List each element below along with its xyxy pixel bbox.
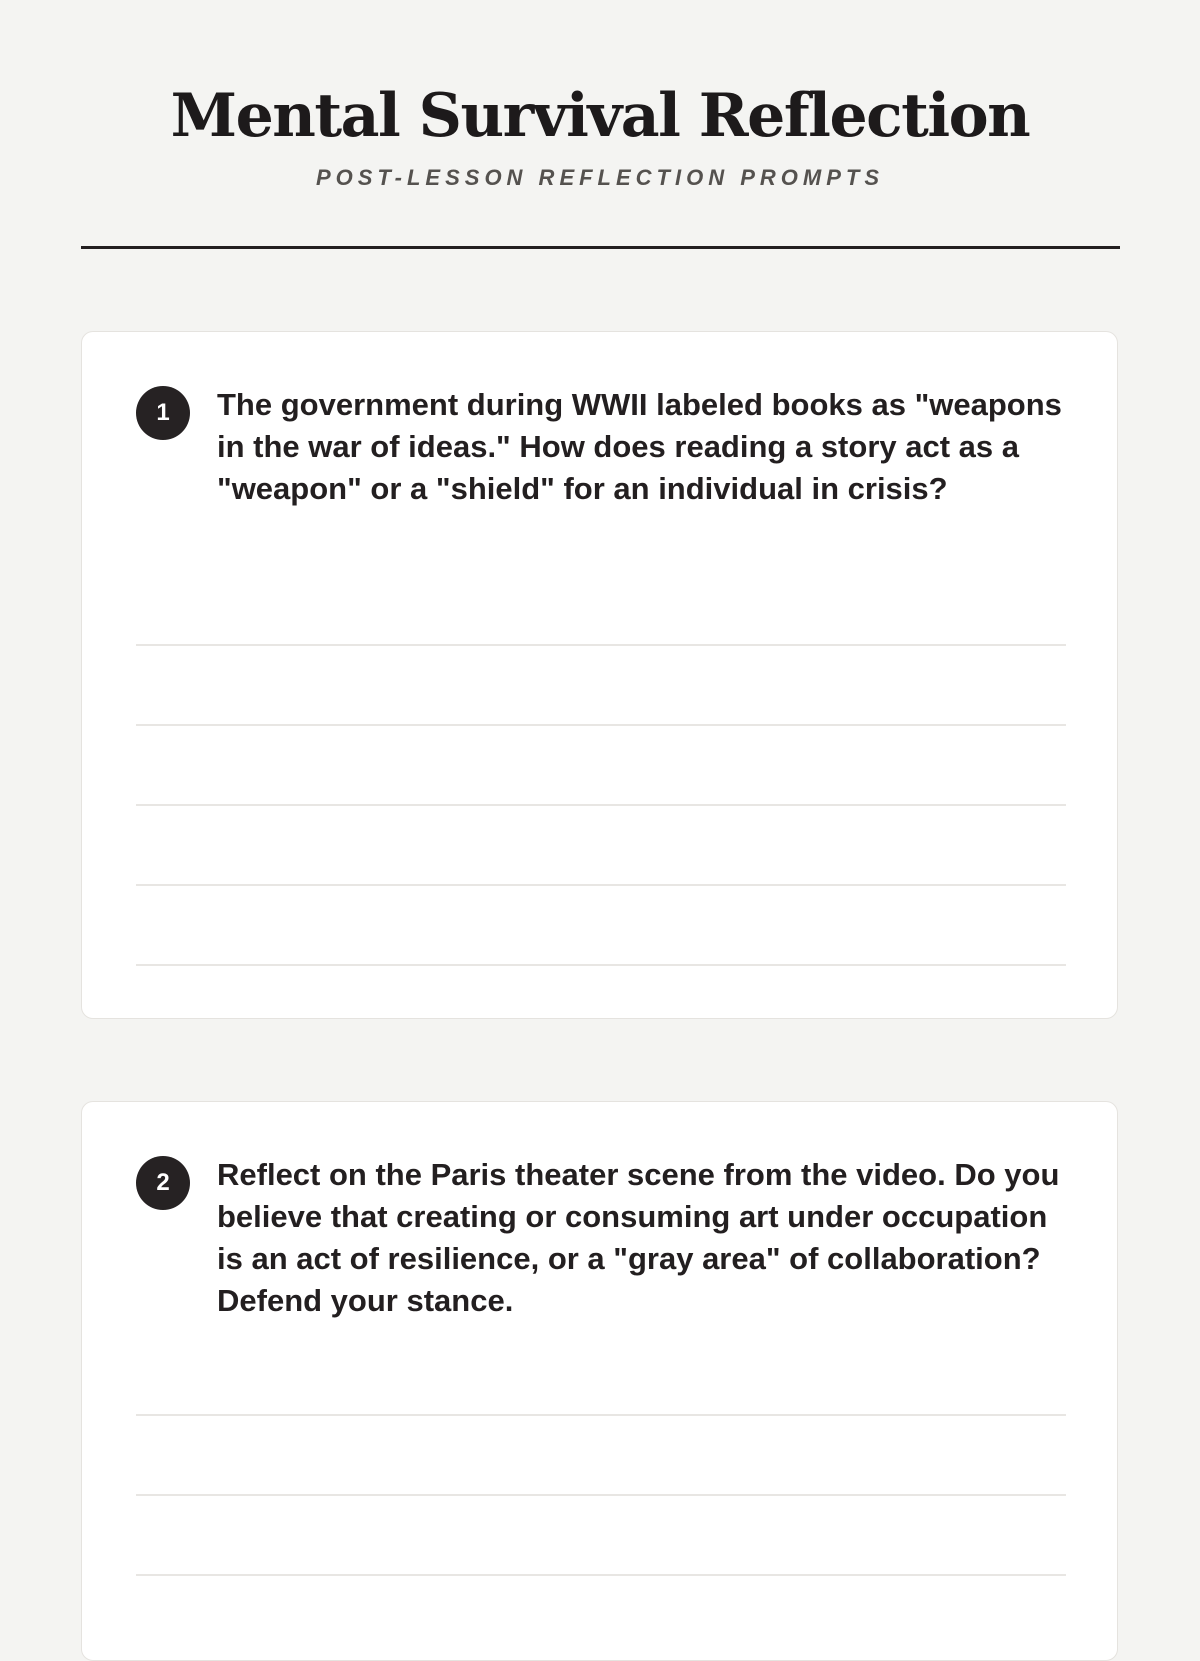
prompt-card-1	[81, 331, 1118, 1019]
answer-line[interactable]	[136, 1494, 1066, 1496]
page-header	[0, 0, 1200, 250]
prompt-number-badge: 1	[136, 386, 190, 440]
prompt-number-badge: 2	[136, 1156, 190, 1210]
prompt-question: The government during WWII labeled books as "weapons in the war of ideas." How does reading a story act as a "weapon" or a "shield" for an individual in crisis?	[217, 387, 1062, 506]
answer-line[interactable]	[136, 964, 1066, 966]
prompt-question: Reflect on the Paris theater scene from the video. Do you believe that creating or consuming art under occupation is an act of resilience, or a "gray area" of collaboration? Defend your stance.	[217, 1157, 1060, 1318]
page-title: Mental Survival Reflection	[170, 81, 1030, 151]
answer-line[interactable]	[136, 884, 1066, 886]
answer-line[interactable]	[136, 804, 1066, 806]
prompt-card-2	[81, 1101, 1118, 1661]
answer-line[interactable]	[136, 724, 1066, 726]
answer-line[interactable]	[136, 1574, 1066, 1576]
header-divider	[81, 246, 1120, 249]
page-subtitle: POST-LESSON REFLECTION PROMPTS	[315, 165, 885, 190]
answer-line[interactable]	[136, 1414, 1066, 1416]
answer-line[interactable]	[136, 644, 1066, 646]
